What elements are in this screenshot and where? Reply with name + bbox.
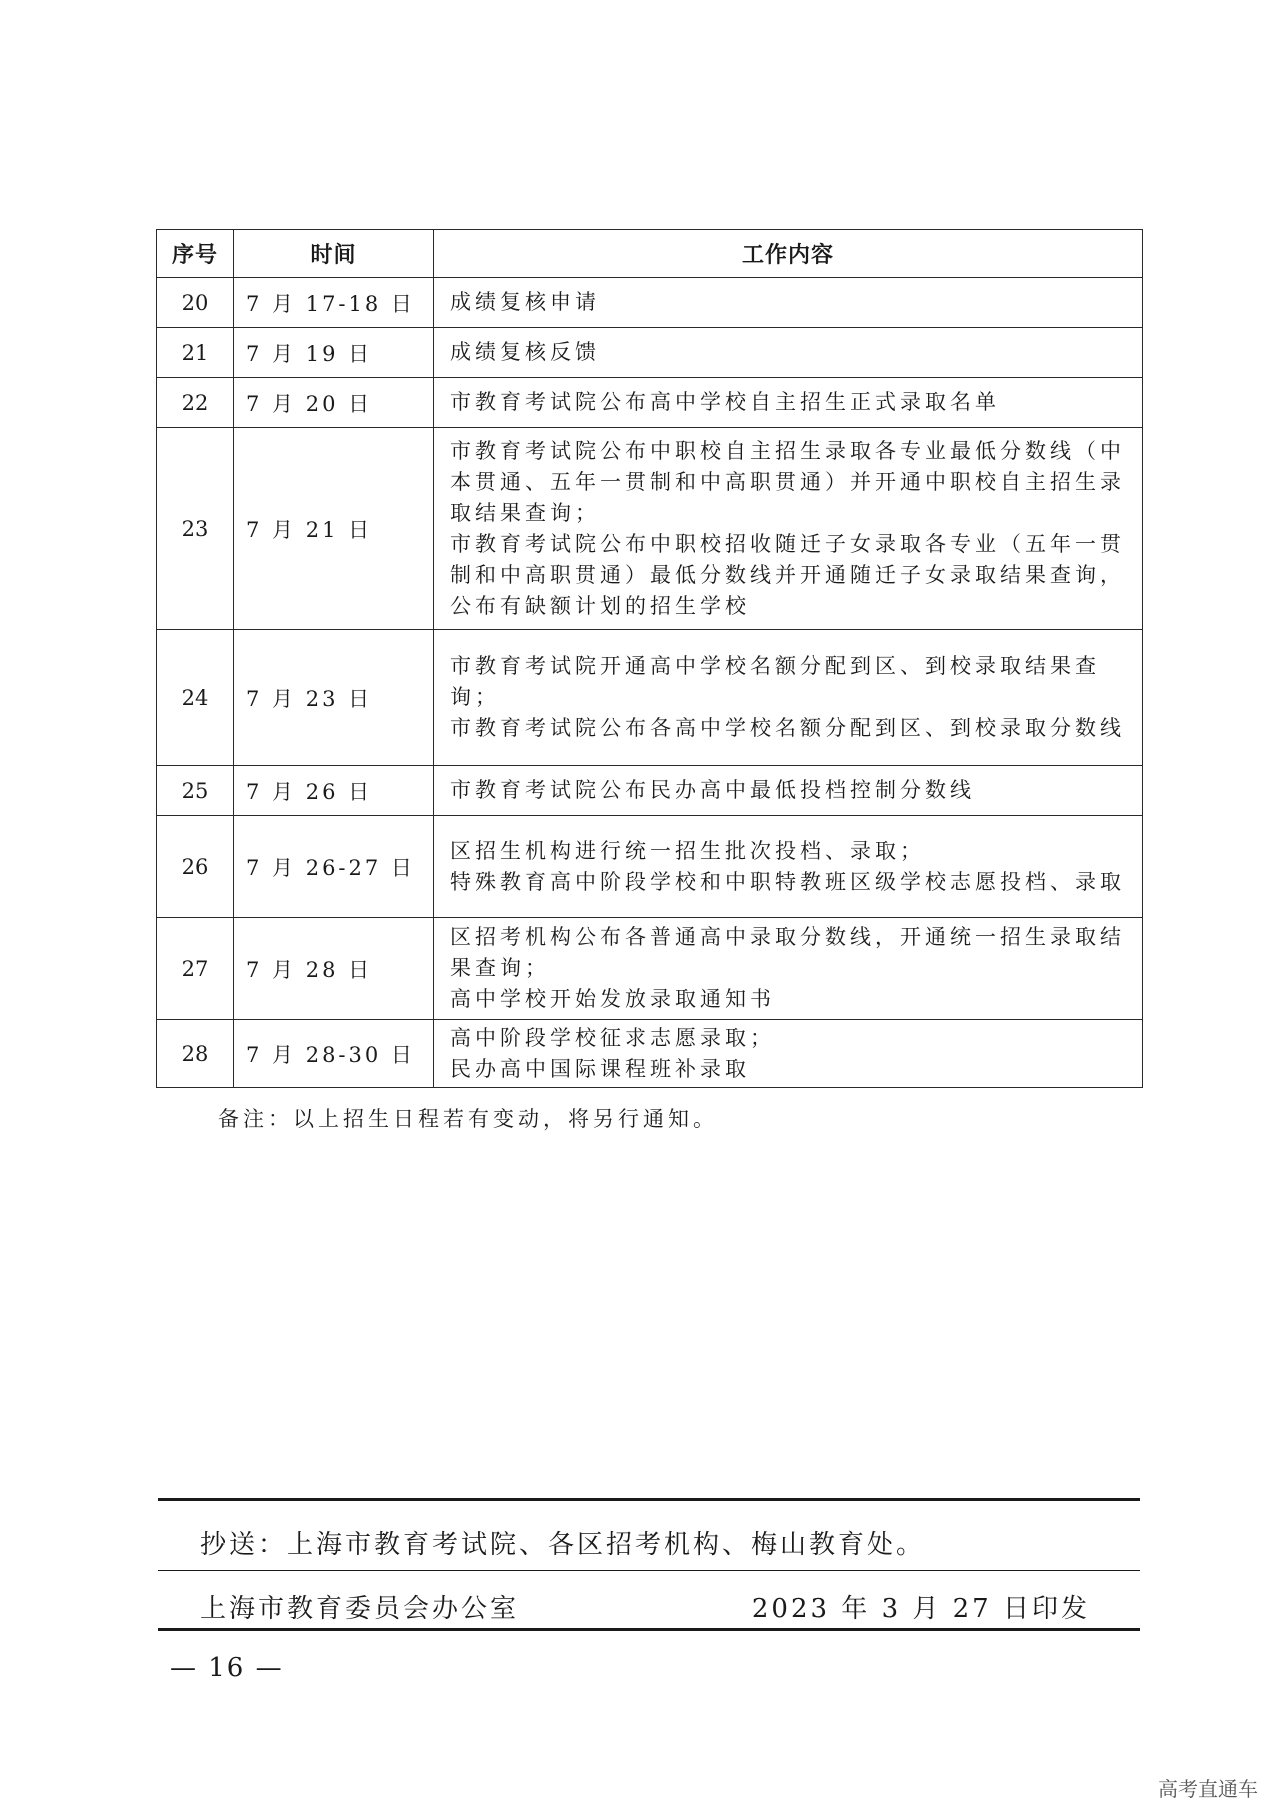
row-number: 28 — [157, 1020, 234, 1088]
page-number: — 16 — — [170, 1653, 284, 1683]
row-content — [434, 816, 1143, 918]
table-row — [157, 278, 1143, 328]
content-line: 市教育考试院公布民办高中最低投档控制分数线 — [450, 778, 975, 802]
table-row — [157, 918, 1143, 1020]
row-number: 21 — [157, 328, 234, 378]
issuing-office: 上海市教育委员会办公室 — [200, 1594, 520, 1624]
row-number: 26 — [157, 816, 234, 918]
row-content — [434, 1020, 1143, 1088]
row-time: 7 月 28-30 日 — [234, 1020, 434, 1088]
row-content — [434, 328, 1143, 378]
table-row — [157, 378, 1143, 428]
watermark: 高考直通车 — [1158, 1777, 1258, 1801]
row-content — [434, 278, 1143, 328]
content-line: 市教育考试院公布高中学校自主招生正式录取名单 — [450, 390, 1000, 414]
footer-rule-top — [158, 1498, 1140, 1501]
row-time: 7 月 20 日 — [234, 378, 434, 428]
row-number: 24 — [157, 630, 234, 766]
table-note: 备注：以上招生日程若有变动，将另行通知。 — [218, 1107, 718, 1131]
row-number: 23 — [157, 428, 234, 630]
row-number: 22 — [157, 378, 234, 428]
content-line: 高中学校开始发放录取通知书 — [450, 987, 775, 1011]
table-row — [157, 766, 1143, 816]
row-time: 7 月 19 日 — [234, 328, 434, 378]
row-number: 20 — [157, 278, 234, 328]
row-time: 7 月 23 日 — [234, 630, 434, 766]
table-header-row — [157, 230, 1143, 278]
table-row — [157, 816, 1143, 918]
row-time: 7 月 17-18 日 — [234, 278, 434, 328]
row-content — [434, 766, 1143, 816]
row-content — [434, 428, 1143, 630]
footer-rule-bottom — [158, 1628, 1140, 1631]
content-line: 高中阶段学校征求志愿录取； — [450, 1025, 775, 1050]
row-time: 7 月 26-27 日 — [234, 816, 434, 918]
content-line: 市教育考试院公布中职校招收随迁子女录取各专业（五年一贯制和中高职贯通）最低分数线并开通随迁子女录取结果查询，公布有缺额计划的招生学校 — [450, 531, 1125, 618]
row-time: 7 月 28 日 — [234, 918, 434, 1020]
content-line: 市教育考试院开通高中学校名额分配到区、到校录取结果查询； — [450, 654, 1100, 709]
header-content: 工作内容 — [434, 230, 1143, 278]
content-line: 成绩复核申请 — [450, 290, 600, 314]
row-content — [434, 630, 1143, 766]
footer-rule-middle — [158, 1570, 1140, 1571]
content-line: 市教育考试院公布各高中学校名额分配到区、到校录取分数线 — [450, 716, 1125, 740]
row-time: 7 月 21 日 — [234, 428, 434, 630]
issue-date: 2023 年 3 月 27 日印发 — [751, 1594, 1090, 1624]
content-line: 成绩复核反馈 — [450, 340, 600, 364]
content-line: 区招考机构公布各普通高中录取分数线，开通统一招生录取结果查询； — [450, 925, 1125, 980]
cc-recipients: 抄送：上海市教育考试院、各区招考机构、梅山教育处。 — [200, 1530, 926, 1560]
content-line: 民办高中国际课程班补录取 — [450, 1056, 750, 1081]
row-number: 27 — [157, 918, 234, 1020]
header-time: 时间 — [234, 230, 434, 278]
row-time: 7 月 26 日 — [234, 766, 434, 816]
header-no: 序号 — [157, 230, 234, 278]
content-line: 区招生机构进行统一招生批次投档、录取； — [450, 838, 925, 863]
table-row — [157, 1020, 1143, 1088]
table-row — [157, 328, 1143, 378]
row-number: 25 — [157, 766, 234, 816]
table-row — [157, 630, 1143, 766]
content-line: 市教育考试院公布中职校自主招生录取各专业最低分数线（中本贯通、五年一贯制和中高职贯通）并开通中职校自主招生录取结果查询； — [450, 438, 1125, 525]
table-row — [157, 428, 1143, 630]
content-line: 特殊教育高中阶段学校和中职特教班区级学校志愿投档、录取 — [450, 869, 1125, 894]
row-content — [434, 378, 1143, 428]
schedule-table — [156, 229, 1143, 1088]
row-content — [434, 918, 1143, 1020]
